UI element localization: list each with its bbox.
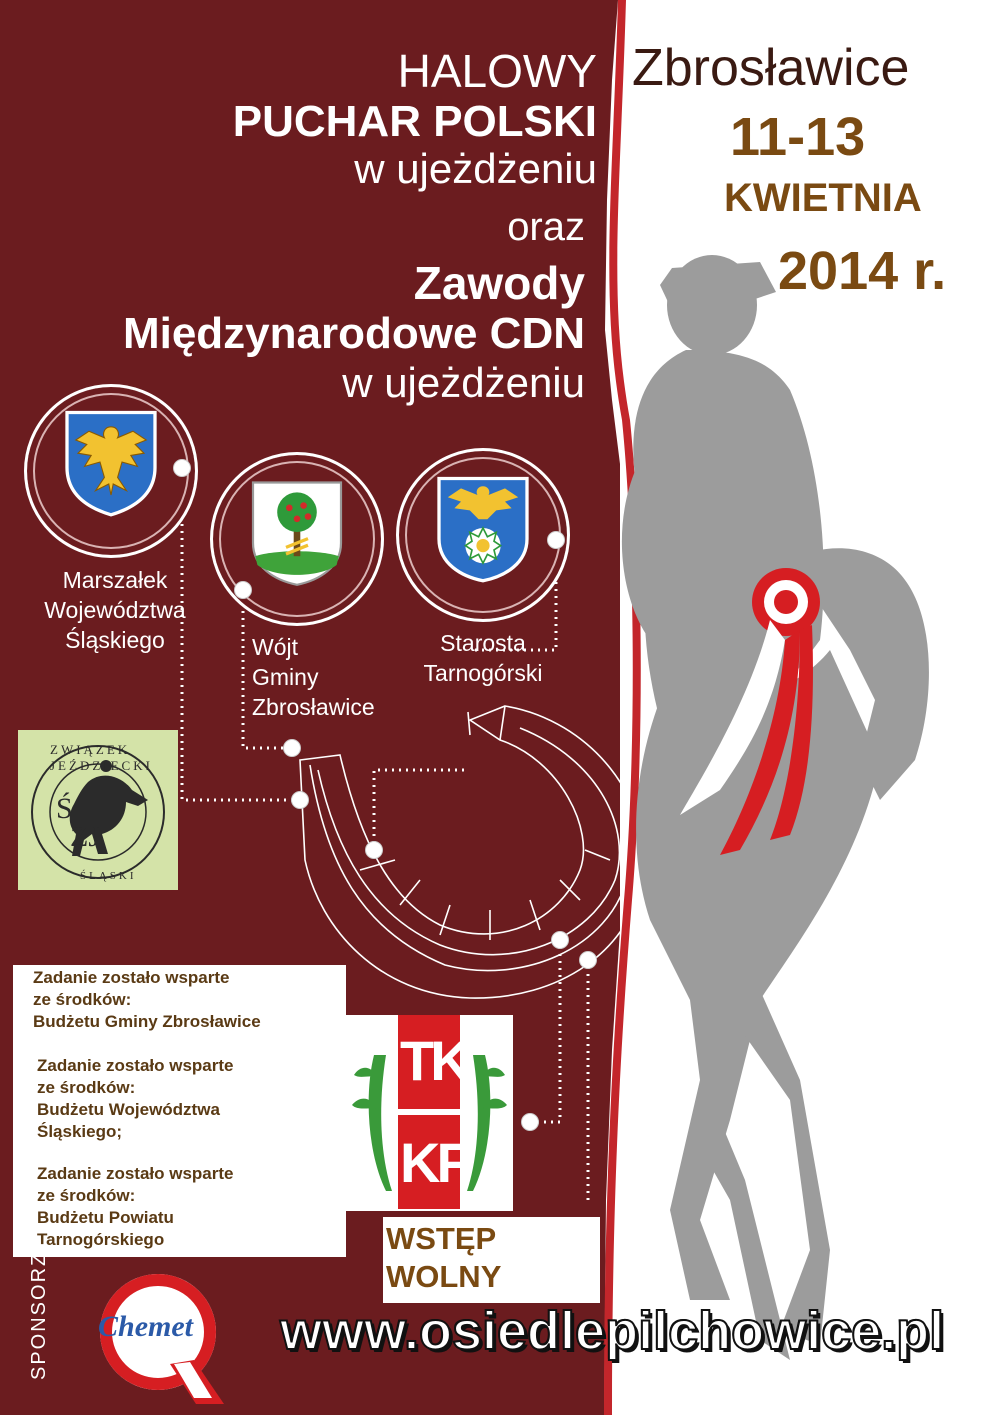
funding-3-line-1: Zadanie zostało wsparte <box>37 1164 234 1183</box>
patron-label-tarnogory: Starosta Tarnogórski <box>423 630 543 686</box>
funding-2-line-1: Zadanie zostało wsparte <box>37 1056 234 1075</box>
title-puchar-polski: PUCHAR POLSKI <box>232 97 597 146</box>
connector-dot <box>173 459 191 477</box>
patron-emblem-silesia <box>24 384 198 558</box>
tkkf-top: TK <box>400 1029 467 1092</box>
szj-ring-text: ZWIĄZEK JEŹDZIECKI <box>50 742 153 773</box>
connector-dot <box>283 739 301 757</box>
funding-3-line-3: Budżetu Powiatu <box>37 1208 174 1227</box>
szj-ring-bottom: ŚLĄSKI <box>80 870 137 882</box>
event-year: 2014 r. <box>778 241 947 301</box>
chemet-wordmark: Chemet <box>98 1310 193 1343</box>
patron-label-zbroslawice: Wójt Gminy Zbrosławice <box>252 634 375 720</box>
event-days: 11-13 <box>730 107 866 167</box>
funding-2-line-2: ze środków: <box>37 1078 136 1097</box>
connector-dot <box>547 531 565 549</box>
website-url[interactable]: www.osiedlepilchowice.pl <box>280 1301 945 1361</box>
connector-dot <box>551 931 569 949</box>
title-miedzynarodowe-cdn: Międzynarodowe CDN <box>122 309 585 358</box>
tkkf-bottom: KF <box>400 1131 467 1194</box>
patron-label-silesia: Marszałek Województwa Śląskiego <box>44 567 186 653</box>
funding-2-line-3: Budżetu Województwa <box>37 1100 220 1119</box>
event-month: KWIETNIA <box>724 176 922 220</box>
free-entry-line-1: WSTĘP <box>386 1221 497 1256</box>
title-w-ujezdzeniu: w ujeżdżeniu <box>354 145 597 192</box>
title-w-ujezdzeniu-2: w ujeżdżeniu <box>342 359 585 406</box>
tree-shield-icon <box>242 477 352 587</box>
connector-dot <box>291 791 309 809</box>
funding-1-line-2: ze środków: <box>33 990 132 1009</box>
szj-logo <box>18 730 178 890</box>
silesia-eagle-icon <box>56 407 166 517</box>
connector-dot <box>521 1113 539 1131</box>
sponsors-label: SPONSORZY <box>28 1236 50 1380</box>
funding-note <box>13 965 346 1257</box>
tkkf-logo <box>346 1015 513 1211</box>
eagle-rose-shield-icon <box>428 473 538 583</box>
szj-mono-bottom: ZJ <box>70 820 100 853</box>
funding-3-line-4: Tarnogórskiego <box>37 1230 165 1249</box>
title-halowy: HALOWY <box>397 45 597 97</box>
title-oraz: oraz <box>507 205 585 249</box>
funding-1-line-3: Budżetu Gminy Zbrosławice <box>33 1012 261 1031</box>
connector-dot <box>365 841 383 859</box>
chemet-logo <box>78 1268 243 1408</box>
funding-1-line-1: Zadanie zostało wsparte <box>33 968 230 987</box>
connector-dot <box>579 951 597 969</box>
free-entry-line-2: WOLNY <box>386 1259 502 1294</box>
szj-mono-top: Ś <box>56 792 73 825</box>
funding-2-line-4: Śląskiego; <box>37 1122 123 1141</box>
free-entry-box <box>383 1217 600 1303</box>
event-place: Zbrosławice <box>632 39 910 97</box>
title-zawody: Zawody <box>413 257 585 309</box>
connector-dot <box>234 581 252 599</box>
patron-emblem-zbroslawice <box>210 452 384 626</box>
horseshoe-icon <box>300 706 620 998</box>
patron-emblem-tarnogory <box>396 448 570 622</box>
funding-3-line-2: ze środków: <box>37 1186 136 1205</box>
